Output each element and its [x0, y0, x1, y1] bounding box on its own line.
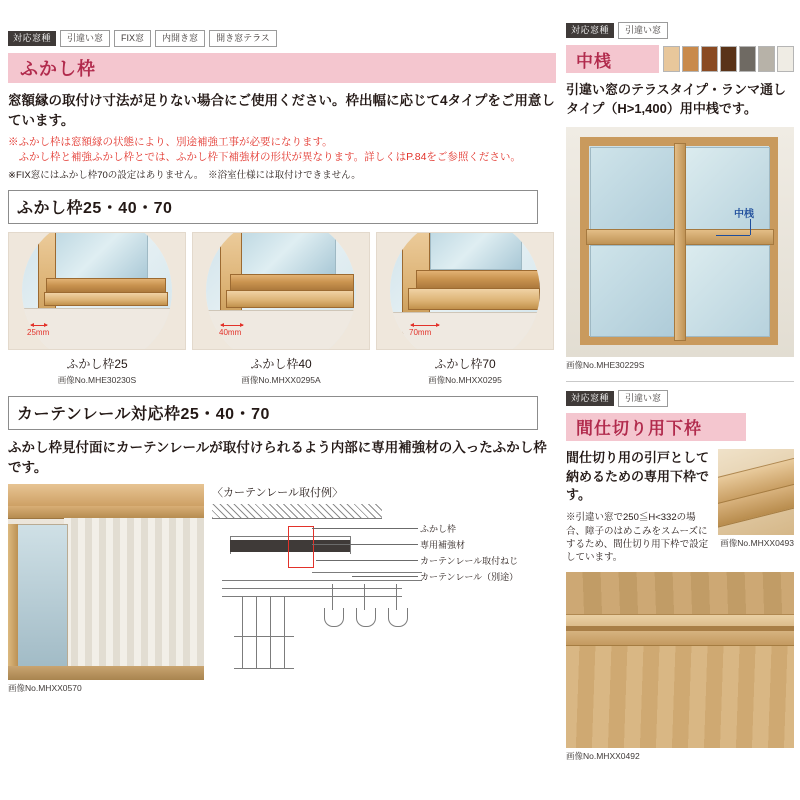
swatch [720, 46, 737, 72]
fukashi-40-caption: 画像No.MHXX0295A [241, 374, 321, 385]
curtain-rail-diagram [212, 484, 548, 680]
right2-window-type-tags [566, 390, 794, 407]
nakazan-title-band [566, 45, 659, 73]
left-window-type-tags [8, 30, 556, 47]
wood-fukashi [226, 290, 354, 308]
left-lead-text: 窓額縁の取付け寸法が足りない場合にご使用ください。枠出幅に応じて4タイプをご用意しています。 [8, 93, 555, 128]
swatch [663, 46, 680, 72]
glass-upper-left [590, 147, 678, 231]
fukashi-25-title: ふかし枠25 [66, 356, 128, 371]
tag-label: 対応窓種 [8, 31, 56, 46]
nakazan-title-row [566, 45, 794, 73]
majikiri-text-block [566, 449, 712, 565]
majikiri-small-photo-block [718, 449, 794, 565]
section-heading-curtain-rail: カーテンレール対応枠25・40・70 [8, 396, 538, 430]
tag-chip: 内開き窓 [155, 30, 205, 47]
color-swatches [663, 46, 794, 72]
tag-chip: FIX窓 [114, 30, 151, 47]
curtain-fabric [64, 518, 204, 680]
majikiri-title: 間仕切り用下枠 [576, 419, 702, 439]
section-heading-fukashi: ふかし枠25・40・70 [8, 190, 538, 224]
glass-lower-right [682, 245, 770, 337]
rail-track-line [312, 580, 422, 581]
wood-sill [416, 270, 540, 290]
nakazan-lead: 引違い窓のテラスタイプ・ランマ通しタイプ（H>1,400）用中桟です。 [566, 82, 786, 116]
swatch [701, 46, 718, 72]
curtain-rail-photo-caption: 画像No.MHXX0570 [8, 683, 82, 694]
tag-chip: 開き窓テラス [209, 30, 277, 47]
majikiri-big-caption: 画像No.MHXX0492 [566, 751, 640, 762]
curtain-rail-lead: ふかし枠見付面にカーテンレールが取付けられるよう内部に専用補強材の入ったふかし枠です。 [8, 439, 547, 476]
majikiri-note: ※引違い窓で250≦H<332の場合、障子のはめこみをスムーズにするため、間仕切り用下枠で設定しています。 [566, 512, 709, 564]
swatch [777, 46, 794, 72]
fukashi-25-card [8, 232, 186, 386]
rail-track-top [312, 572, 422, 573]
leader-4 [352, 576, 418, 577]
frame-line-3 [222, 596, 402, 597]
left-note-red-2: ふかし枠と補強ふかし枠とでは、ふかし枠下補強材の形状が異なります。詳しくはP.84をご参照ください。 [8, 150, 521, 163]
callout-leader [716, 235, 750, 236]
floor-line [206, 310, 356, 311]
majikiri-big-photo [566, 572, 794, 748]
diagram-label-fukashi: ふかし枠 [420, 524, 457, 535]
tag-chip: 引違い窓 [618, 22, 668, 39]
fukashi-25-caption: 画像No.MHE30230S [57, 374, 137, 385]
floor-line [390, 312, 540, 313]
diagram-title: 〈カーテンレール取付例〉 [212, 487, 343, 500]
floor-trim [8, 666, 204, 680]
dimension-arrow-40 [221, 325, 243, 326]
diagram-label-rail: カーテンレール（別途） [420, 572, 519, 583]
diagram-label-screw: カーテンレール取付ねじ [420, 556, 519, 567]
leader-1 [312, 528, 418, 529]
majikiri-title-band [566, 413, 746, 441]
nakazan-title: 中桟 [576, 51, 612, 71]
frame-line-2 [222, 588, 402, 589]
page-title: ふかし枠 [20, 59, 96, 79]
majikiri-small-caption: 画像No.MHXX0493 [720, 537, 794, 548]
fukashi-photo-row [8, 232, 556, 386]
fukashi-40-card [192, 232, 370, 386]
section-divider [566, 381, 794, 382]
threshold-groove [566, 626, 794, 631]
right-window-type-tags [566, 22, 794, 39]
left-note-red-1: ※ふかし枠は窓額縁の状態により、別途補強工事が必要になります。 [8, 136, 333, 149]
tag-chip: 引違い窓 [618, 390, 668, 407]
rail-right-line [350, 536, 351, 554]
sash-horz-2 [234, 668, 294, 669]
hook-stem-1 [332, 584, 333, 610]
fukashi-70-card [376, 232, 554, 386]
floor-line [22, 308, 172, 309]
curtain-rail-photo [8, 484, 204, 680]
swatch [739, 46, 756, 72]
center-stile [674, 143, 686, 341]
fukashi-70-caption: 画像No.MHXX0295 [428, 374, 502, 385]
majikiri-small-photo [718, 449, 794, 535]
sash-vert-1 [242, 596, 243, 668]
right-column [566, 22, 794, 762]
callout-leader-vertical [750, 219, 751, 235]
tag-label: 対応窓種 [566, 391, 614, 406]
dimension-label-40: 40mm [219, 327, 242, 337]
fukashi-40-image [192, 232, 370, 350]
ceiling-hatch [212, 504, 382, 519]
ceiling-line [212, 518, 382, 519]
fukashi-70-image [376, 232, 554, 350]
wood-fukashi [408, 288, 540, 310]
glass-pane [52, 232, 148, 282]
curtain-rail-photo-block [8, 484, 204, 694]
curtain-hook-2 [356, 608, 376, 627]
tag-chip: 引違い窓 [60, 30, 110, 47]
fukashi-25-image [8, 232, 186, 350]
curtain-hook-3 [388, 608, 408, 627]
upper-floor-planks [566, 572, 794, 614]
highlight-box [288, 526, 314, 568]
nakazan-photo-caption: 画像No.MHE30229S [566, 359, 645, 370]
dimension-arrow-25 [31, 325, 47, 326]
sash-vert-4 [284, 596, 285, 668]
diagram-label-reinforcement: 専用補強材 [420, 540, 466, 551]
left-section-title-band [8, 53, 556, 83]
dimension-label-70: 70mm [409, 327, 432, 337]
dimension-label-25: 25mm [27, 327, 50, 337]
glass-upper-right [682, 147, 770, 231]
fukashi-40-title: ふかし枠40 [250, 356, 312, 371]
glass-pane [430, 232, 522, 270]
wood-fukashi [44, 292, 168, 306]
majikiri-lead: 間仕切り用の引戸として納めるための専用下枠です。 [566, 449, 710, 503]
glass-pane [240, 232, 336, 276]
leader-2 [312, 544, 418, 545]
left-column [8, 30, 556, 694]
curtain-hook-1 [324, 608, 344, 627]
sash-vert-2 [256, 596, 257, 668]
sash-horz-1 [234, 636, 294, 637]
fukashi-70-title: ふかし枠70 [434, 356, 496, 371]
curtain-rail-row [8, 484, 556, 694]
hook-stem-3 [396, 584, 397, 610]
left-note-dark: ※FIX窓にはふかし枠70の設定はありません。 ※浴室仕様には取付けできません。 [8, 169, 361, 181]
callout-label-nakazan: 中桟 [734, 208, 754, 220]
sash-vert-3 [270, 596, 271, 668]
swatch [682, 46, 699, 72]
hook-stem-2 [364, 584, 365, 610]
glass-lower-left [590, 245, 678, 337]
swatch [758, 46, 775, 72]
nakazan-photo [566, 127, 794, 357]
window-frame-left [8, 524, 18, 674]
leader-3 [316, 560, 418, 561]
majikiri-row [566, 449, 794, 565]
dimension-arrow-70 [411, 325, 439, 326]
tag-label: 対応窓種 [566, 23, 614, 38]
